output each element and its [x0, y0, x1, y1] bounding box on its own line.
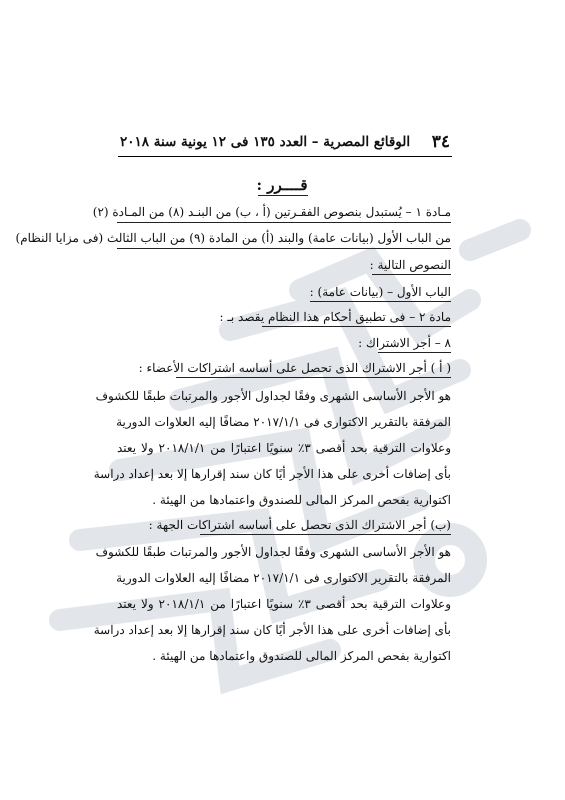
- section-heading: الباب الأول – (بيانات عامة) :: [309, 285, 451, 299]
- paragraph-a-line-4: بأى إضافات أخرى على هذا الأجر أيًا كان سند إقرارها إلا بعد إعداد دراسة: [93, 467, 451, 481]
- paragraph-b-underline: [200, 534, 451, 535]
- paragraph-b-line-2: المرفقة بالتقرير الاكتوارى فى ٢٠١٧/١/١ مضافًا إليه العلاوات الدورية: [116, 571, 451, 585]
- paragraph-b-line-4: بأى إضافات أخرى على هذا الأجر أيًا كان سند إقرارها إلا بعد إعداد دراسة: [93, 623, 451, 637]
- paragraph-a-line-5: اكتوارية بفحص المركز المالى للصندوق واعتمادها من الهيئة .: [152, 493, 451, 507]
- article-1-underline-3: [372, 274, 451, 275]
- paragraph-a-line-2: المرفقة بالتقرير الاكتوارى فى ٢٠١٧/١/١ مضافًا إليه العلاوات الدورية: [116, 415, 451, 429]
- paragraph-b-line-3: وعلاوات الترقية بحد أقصى ٣٪ سنويًا اعتبارًا من ٢٠١٨/١/١ ولا يعتد: [117, 597, 451, 611]
- header-rule: [118, 156, 452, 157]
- paragraph-a-line-1: هو الأجر الأساسى الشهرى وفقًا لجداول الأجور والمرتبات طبقًا للكشوف: [95, 389, 451, 403]
- header-title: الوقائع المصرية – العدد ١٣٥ فى ١٢ يونية سنة ٢٠١٨: [120, 134, 411, 150]
- article-1-line-2: من الباب الأول (بيانات عامة) والبند (أ) من المادة (٩) من الباب الثالث (فى مزايا النظام): [15, 231, 451, 245]
- article-1-underline-2: [117, 248, 451, 249]
- article-2-underline: [262, 326, 451, 327]
- article-1-underline-1: [117, 222, 451, 223]
- item-8-underline: [378, 352, 451, 353]
- paragraph-b-heading: (ب) أجر الاشتراك الذى تحصل على أساسه اشتراكات الجهة :: [148, 518, 451, 532]
- decision-title: قــــرر :: [256, 176, 308, 194]
- article-1-line-1: مـادة ١ – يُستبدل بنصوص الفقـرتين (أ ، ب) من البنـد (٨) من المـادة (٢): [92, 205, 451, 219]
- article-1-line-3: النصوص التالية :: [369, 258, 451, 272]
- paragraph-a-underline: [176, 377, 451, 378]
- item-8-heading: ٨ – أجر الاشتراك :: [358, 336, 451, 350]
- paragraph-b-line-5: اكتوارية بفحص المركز المالى للصندوق واعتمادها من الهيئة .: [152, 649, 451, 663]
- decision-underline: [258, 195, 308, 196]
- section-heading-underline: [310, 301, 451, 302]
- paragraph-a-heading: ( أ ) أجر الاشتراك الذى تحصل على أساسه اشتراكات الأعضاء :: [138, 361, 451, 375]
- paragraph-b-line-1: هو الأجر الأساسى الشهرى وفقًا لجداول الأجور والمرتبات طبقًا للكشوف: [95, 545, 451, 559]
- article-2-heading: مادة ٢ – فى تطبيق أحكام هذا النظام يقصد بـ :: [219, 310, 451, 324]
- page-number: ٣٤: [431, 132, 450, 152]
- paragraph-a-line-3: وعلاوات الترقية بحد أقصى ٣٪ سنويًا اعتبارًا من ٢٠١٨/١/١ ولا يعتد: [117, 441, 451, 455]
- page-header: [120, 130, 450, 154]
